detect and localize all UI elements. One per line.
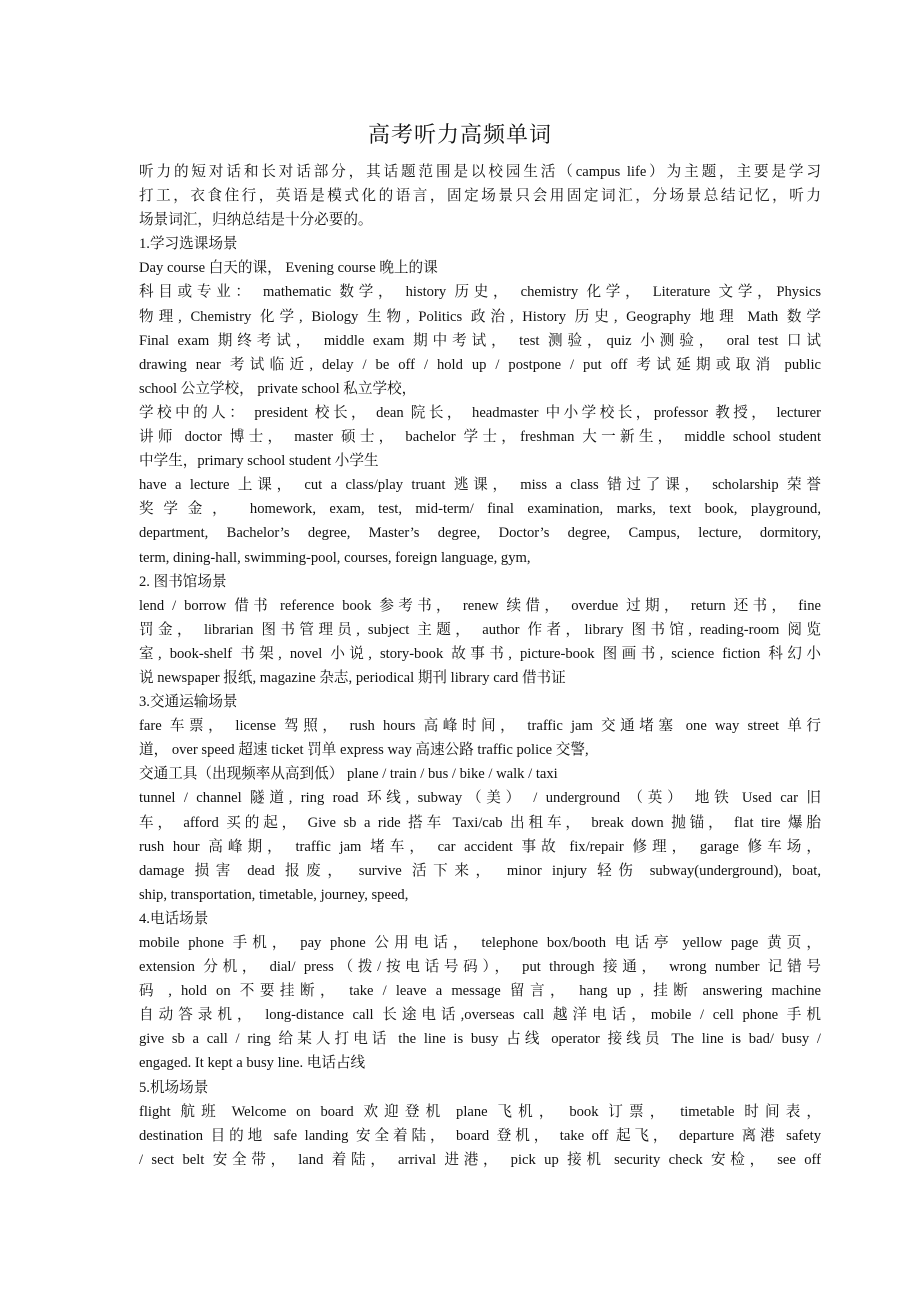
text-line: engaged. It kept a busy line. 电话占线 — [139, 1055, 366, 1072]
text-line: 4.电话场景 — [139, 910, 209, 927]
text-line: Day course 白天的课， Evening course 晚上的课 — [139, 260, 438, 277]
text-line: 打工，衣食住行，英语是模式化的语言，固定场景只会用固定词汇，分场景总结记忆，听力 — [139, 188, 821, 205]
document-title: 高考听力高频单词 — [367, 122, 552, 147]
text-line: 1.学习选课场景 — [139, 236, 238, 253]
text-line: ship, transportation, timetable, journey, speed, — [139, 886, 409, 903]
text-line: rush hour 高峰期， traffic jam 堵车， car accident 事故 fix/repair 修理， garage 修车场， — [139, 838, 821, 855]
text-line: 物理, Chemistry 化学, Biology 生物, Politics 政治, History 历史, Geography 地理 Math 数学 — [139, 308, 821, 325]
text-line: have a lecture 上课， cut a class/play truant 逃课， miss a class 错过了课， scholarship 荣誉 — [139, 477, 821, 494]
text-line: / sect belt 安全带， land 着陆， arrival 进港， pick up 接机 security check 安检， see off — [139, 1151, 821, 1168]
text-line: 自动答录机， long-distance call 长途电话,overseas call 越洋电话，mobile / cell phone 手机 — [139, 1007, 821, 1024]
text-line: term, dining-hall, swimming-pool, courses, foreign language, gym, — [139, 549, 531, 566]
text-line: mobile phone 手机， pay phone 公用电话， telephone box/booth 电话亭 yellow page 黄页， — [139, 935, 821, 951]
text-line: 说 newspaper 报纸, magazine 杂志, periodical 期刊 library card 借书证 — [139, 669, 566, 686]
text-line: 交通工具（出现频率从高到低） plane / train / bus / bike / walk / taxi — [139, 766, 558, 783]
text-line: 罚金， librarian 图书管理员, subject 主题， author 作者，library 图书馆, reading-room 阅览 — [139, 621, 821, 638]
text-line: 场景词汇，归纳总结是十分必要的。 — [139, 212, 373, 229]
text-line: 车， afford 买的起， Give sb a ride 搭车 Taxi/cab 出租车， break down 抛锚， flat tire 爆胎 — [139, 814, 821, 831]
text-line: department, Bachelor’s degree, Master’s degree, Doctor’s degree, Campus, lecture, dormitory, — [139, 525, 821, 542]
text-line: 中学生，primary school student 小学生 — [139, 453, 379, 470]
text-line: 学校中的人： president 校长， dean 院长， headmaster 中小学校长，professor 教授， lecturer — [139, 404, 821, 421]
text-line: 科目或专业： mathematic 数学， history 历史， chemistry 化学， Literature 文学，Physics — [139, 284, 821, 301]
text-line: flight 航班 Welcome on board 欢迎登机 plane 飞机， book 订票， timetable 时间表， — [139, 1103, 821, 1120]
text-line: damage 损害 dead 报废， survive 活下来， minor injury 轻伤 subway(underground), boat, — [139, 862, 821, 879]
text-line: fare 车票， license 驾照， rush hours 高峰时间， traffic jam 交通堵塞 one way street 单行 — [139, 718, 821, 735]
text-line: 奖学金， homework, exam, test, mid-term/ final examination, marks, text book, playground, — [139, 501, 821, 518]
text-line: 室, book-shelf 书架, novel 小说, story-book 故事书, picture-book 图画书, science fiction 科幻小 — [139, 645, 821, 662]
document-body — [139, 160, 821, 1172]
text-line: extension 分机， dial/ press（拨/按电话号码）， put through 接通， wrong number 记错号 — [139, 959, 821, 976]
text-line: 5.机场场景 — [139, 1079, 209, 1096]
text-line: tunnel / channel 隧道, ring road 环线, subway（美） / underground （英） 地铁 Used car 旧 — [139, 790, 821, 807]
text-line: destination 目的地 safe landing 安全着陆， board 登机， take off 起飞， departure 离港 safety — [139, 1127, 821, 1144]
text-line: 3.交通运输场景 — [139, 694, 238, 711]
text-line: 听力的短对话和长对话部分，其话题范围是以校园生活（campus life）为主题，主要是学习 — [139, 164, 821, 180]
text-line: school 公立学校， private school 私立学校， — [139, 380, 417, 397]
text-line: 讲师 doctor 博士， master 硕士， bachelor 学士，freshman 大一新生， middle school student — [139, 429, 821, 446]
text-line: Final exam 期终考试， middle exam 期中考试， test 测验，quiz 小测验， oral test 口试 — [139, 332, 821, 349]
text-line: give sb a call / ring 给某人打电话 the line is busy 占线 operator 接线员 The line is bad/ busy / — [139, 1031, 821, 1048]
text-line: 码 , hold on 不要挂断， take / leave a message 留言， hang up , 挂断 answering machine — [139, 983, 821, 1000]
text-line: 2. 图书馆场景 — [139, 573, 227, 590]
text-line: drawing near 考试临近, delay / be off / hold up / postpone / put off 考试延期或取消 public — [139, 356, 821, 373]
text-line: lend / borrow 借书 reference book 参考书， renew 续借， overdue 过期， return 还书， fine — [139, 597, 821, 614]
text-line: 道， over speed 超速 ticket 罚单 express way 高速公路 traffic police 交警, — [139, 742, 589, 759]
